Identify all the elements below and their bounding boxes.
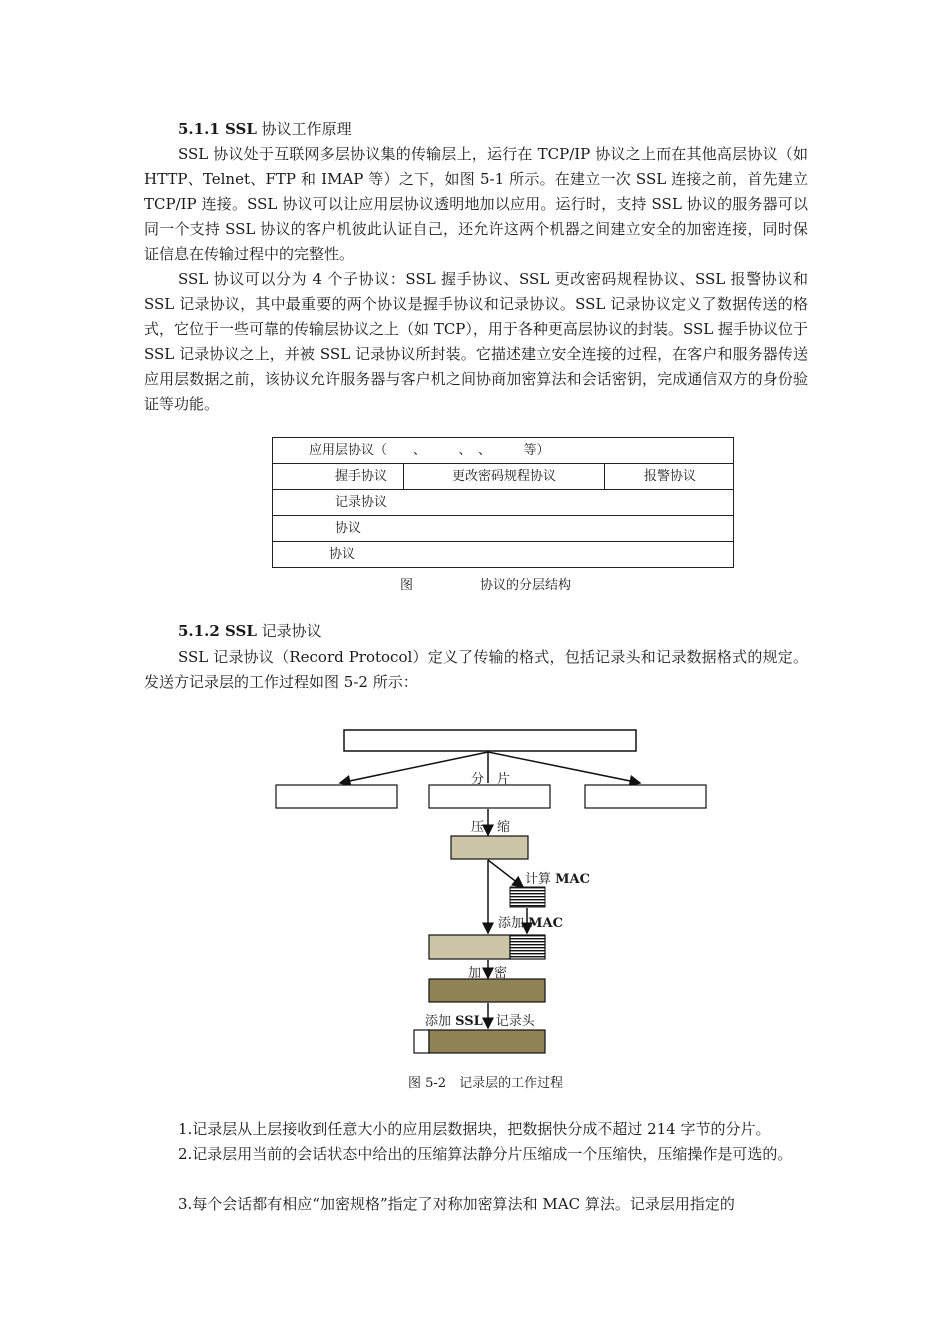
encrypted-block (429, 979, 545, 1002)
calc-mac-label: 计算 MAC (525, 872, 590, 887)
compressed-with-mac-block (429, 935, 510, 959)
fragment-box (585, 785, 706, 808)
section-title: 记录协议 (256, 622, 322, 640)
table-cell: 应用层协议（ 、 、 、 等） (309, 443, 550, 458)
compressed-block (451, 836, 528, 859)
figure-caption-text: 协议的分层结构 (480, 578, 572, 593)
paragraph: SSL 记录协议（Record Protocol）定义了传输的格式，包括记录头和记录数据格式的规定。发送方记录层的工作过程如图 5-2 所示： (144, 648, 808, 691)
figure-5-2-record-layer-diagram (270, 725, 720, 1060)
table-cell: 报警协议 (643, 469, 696, 484)
table-row (273, 464, 733, 490)
application-data-box (344, 730, 636, 751)
table-cell: 协议 (329, 547, 356, 562)
fragment-label: 分 片 (471, 772, 511, 787)
section-number: 5.1.1 SSL (178, 120, 257, 138)
section-title: 协议工作原理 (256, 120, 352, 138)
section-heading-5-1-2 (178, 620, 322, 642)
encrypt-label: 加 密 (468, 966, 508, 981)
section-number: 5.1.2 SSL (178, 622, 257, 640)
table-cell: 记录协议 (335, 495, 388, 510)
table-row (273, 490, 733, 516)
fragment-box (429, 785, 550, 808)
encrypted-payload (429, 1030, 545, 1053)
figure-5-1-layer-table (272, 437, 734, 568)
fragment-box (276, 785, 397, 808)
paragraph: SSL 协议可以分为 4 个子协议：SSL 握手协议、SSL 更改密码规程协议、SSL 报警协议和 SSL 记录协议，其中最重要的两个协议是握手协议和记录协议。SSL 记录协议定义了数据传送的格式，它位于一些可靠的传输层协议之上（如 TCP），用于各种更高层协议的封装。SSL 握手协议位于 SSL 记录协议之上，并被 SSL 记录协议所封装。它描述建立安全连接的过程，在客户和服务器传送应用层数据之前，该协议允许服务器与客户机之间协商加密算法和会话密钥，完成通信双方的身份验证等功能。 (144, 270, 808, 413)
add-ssl-header-label: 添加 SSL 记录头 (425, 1014, 535, 1029)
table-cell: 握手协议 (273, 464, 404, 489)
table-row (273, 438, 733, 464)
section-heading-5-1-1 (178, 118, 352, 140)
mac-block (510, 887, 545, 907)
list-item: 2.记录层用当前的会话状态中给出的压缩算法静分片压缩成一个压缩快，压缩操作是可选的。 (178, 1145, 793, 1163)
table-cell: 协议 (335, 521, 362, 536)
table-row (273, 516, 733, 542)
paragraph: SSL 协议处于互联网多层协议集的传输层上，运行在 TCP/IP 协议之上而在其他高层协议（如 HTTP、Telnet、FTP 和 IMAP 等）之下，如图 5-1 所示。在建立一次 SSL 连接之前，首先建立 TCP/IP 连接。SSL 协议可以让应用层协议透明地加以应用。运行时，支持 SSL 协议的服务器可以同一个支持 SSL 协议的客户机彼此认证自己，还允许这两个机器之间建立安全的加密连接，同时保证信息在传输过程中的完整性。 (144, 145, 808, 263)
compress-label: 压 缩 (471, 820, 511, 835)
list-item: 1.记录层从上层接收到任意大小的应用层数据块，把数据快分成不超过 214 字节的分片。 (178, 1120, 771, 1138)
list-item: 3.每个会话都有相应“加密规格”指定了对称加密算法和 MAC 算法。记录层用指定的 (178, 1195, 735, 1213)
table-row (273, 542, 733, 568)
appended-mac-block (510, 935, 545, 959)
figure-caption-prefix: 图 (400, 578, 414, 593)
table-cell: 更改密码规程协议 (404, 464, 605, 489)
figure-caption: 图 5-2 记录层的工作过程 (408, 1076, 564, 1091)
add-mac-label: 添加 MAC (498, 916, 563, 931)
ssl-record-header (414, 1030, 429, 1053)
